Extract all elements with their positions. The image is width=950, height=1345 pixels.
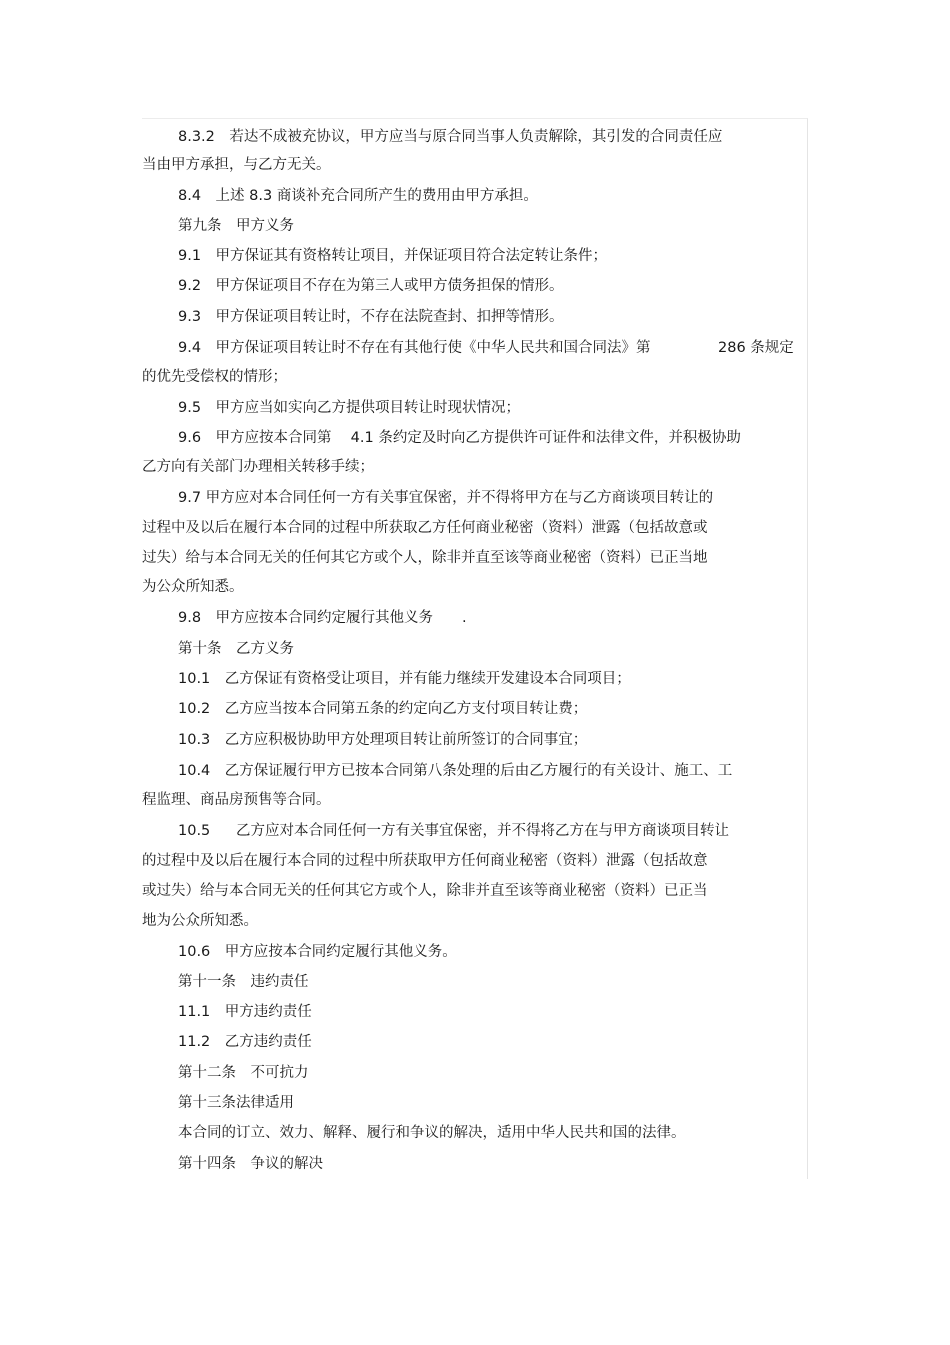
article-12-heading: 第十二条 不可抗力 bbox=[178, 1065, 309, 1081]
clause-9-5: 9.5 甲方应当如实向乙方提供项目转让时现状情况； bbox=[178, 400, 521, 416]
clause-9-7-cont-2: 过失）给与本合同无关的任何其它方或个人，除非并直至该等商业秘密（资料）已正当地 bbox=[142, 550, 708, 566]
clause-10-5-cont-3: 地为公众所知悉。 bbox=[142, 913, 258, 929]
clause-9-7-cont-1: 过程中及以后在履行本合同的过程中所获取乙方任何商业秘密（资料）泄露（包括故意或 bbox=[142, 520, 708, 536]
article-11-heading: 第十一条 违约责任 bbox=[178, 974, 309, 990]
clause-10-4: 10.4 乙方保证履行甲方已按本合同第八条处理的后由乙方履行的有关设计、施工、工 bbox=[178, 763, 733, 779]
clause-10-4-cont: 程监理、商品房预售等合同。 bbox=[142, 792, 331, 808]
clause-9-4-cont: 的优先受偿权的情形； bbox=[142, 369, 287, 385]
clause-10-5-cont-2: 或过失）给与本合同无关的任何其它方或个人，除非并直至该等商业秘密（资料）已正当 bbox=[142, 883, 708, 899]
clause-8-3-2: 8.3.2 若达不成被充协议，甲方应当与原合同当事人负责解除，其引发的合同责任应 bbox=[178, 129, 723, 145]
clause-9-7: 9.7 甲方应对本合同任何一方有关事宜保密，并不得将甲方在与乙方商谈项目转让的 bbox=[178, 490, 714, 506]
clause-10-5: 乙方应对本合同任何一方有关事宜保密，并不得将乙方在与甲方商谈项目转让 bbox=[236, 823, 729, 839]
clause-8-4: 8.4 上述 8.3 商谈补充合同所产生的费用由甲方承担。 bbox=[178, 188, 538, 204]
clause-9-8: 9.8 甲方应按本合同约定履行其他义务 bbox=[178, 610, 434, 626]
clause-10-6: 10.6 甲方应按本合同约定履行其他义务。 bbox=[178, 944, 457, 960]
clause-9-8-period: . bbox=[462, 610, 467, 626]
clause-9-1: 9.1 甲方保证其有资格转让项目，并保证项目符合法定转让条件； bbox=[178, 248, 608, 264]
clause-11-2: 11.2 乙方违约责任 bbox=[178, 1034, 312, 1050]
article-10-heading: 第十条 乙方义务 bbox=[178, 641, 294, 657]
clause-11-1: 11.1 甲方违约责任 bbox=[178, 1004, 312, 1020]
clause-10-3: 10.3 乙方应积极协助甲方处理项目转让前所签订的合同事宜； bbox=[178, 732, 588, 748]
clause-10-5-number: 10.5 bbox=[178, 823, 211, 839]
clause-10-5-cont-1: 的过程中及以后在履行本合同的过程中所获取甲方任何商业秘密（资料）泄露（包括故意 bbox=[142, 853, 708, 869]
clause-9-7-cont-3: 为公众所知悉。 bbox=[142, 579, 244, 595]
clause-10-2: 10.2 乙方应当按本合同第五条的约定向乙方支付项目转让费； bbox=[178, 701, 588, 717]
clause-9-4: 9.4 甲方保证项目转让时不存在有其他行使《中华人民共和国合同法》第 bbox=[178, 340, 651, 356]
clause-9-4-article-ref: 286 条规定 bbox=[718, 340, 794, 356]
clause-8-3-2-cont: 当由甲方承担，与乙方无关。 bbox=[142, 157, 331, 173]
article-13-body: 本合同的订立、效力、解释、履行和争议的解决，适用中华人民共和国的法律。 bbox=[178, 1125, 686, 1141]
clause-9-2: 9.2 甲方保证项目不存在为第三人或甲方债务担保的情形。 bbox=[178, 278, 564, 294]
clause-9-6: 9.6 甲方应按本合同第 4.1 条约定及时向乙方提供许可证件和法律文件，并积极协助 bbox=[178, 430, 741, 446]
clause-9-3: 9.3 甲方保证项目转让时，不存在法院查封、扣押等情形。 bbox=[178, 309, 564, 325]
article-14-heading: 第十四条 争议的解决 bbox=[178, 1156, 323, 1172]
article-9-heading: 第九条 甲方义务 bbox=[178, 218, 294, 234]
document-page bbox=[142, 118, 808, 1179]
clause-9-6-cont: 乙方向有关部门办理相关转移手续； bbox=[142, 459, 374, 475]
clause-10-1: 10.1 乙方保证有资格受让项目，并有能力继续开发建设本合同项目； bbox=[178, 671, 631, 687]
article-13-heading: 第十三条法律适用 bbox=[178, 1095, 294, 1111]
